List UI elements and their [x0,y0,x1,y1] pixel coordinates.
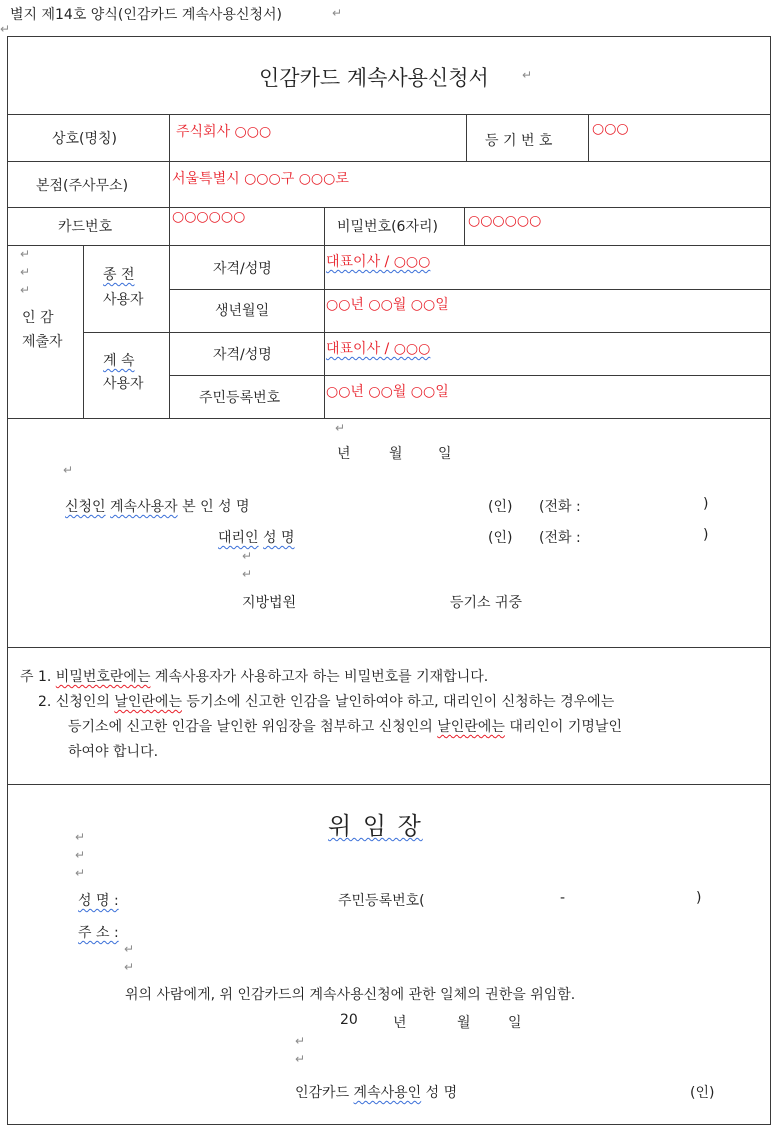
paragraph-mark-icon: ↵ [75,866,86,880]
head-office-label: 본점(주사무소) [36,178,129,194]
prev-qualification-value[interactable]: 대표이사 / ○○○ [326,254,431,270]
delegate-resident-label: 주민등록번호( [338,893,425,909]
delegate-resident-dash: - [560,890,566,906]
paragraph-mark-icon: ↵ [522,68,533,82]
applicant-phone-label: (전화 : [539,499,581,515]
paragraph-mark-icon: ↵ [75,830,86,844]
paragraph-mark-icon: ↵ [20,247,31,261]
date-year: 년 [337,446,351,462]
reg-no-label: 등 기 번 호 [485,133,553,149]
delegate-address-label: 주 소 : [78,925,119,941]
agent-phone-label: (전화 : [539,530,581,546]
registry-name: 등기소 귀중 [450,595,523,611]
delegation-date-century: 20 [340,1012,358,1028]
card-no-label: 카드번호 [58,219,113,235]
prev-birth-label: 생년월일 [215,303,270,319]
agent-row: 대리인 성 명 [218,530,295,546]
paragraph-mark-icon: ↵ [0,22,11,36]
prev-birth-value[interactable]: ○○년 ○○월 ○○일 [326,297,449,313]
paragraph-mark-icon: ↵ [20,265,31,279]
seal-submitter-label: 제출자 [22,334,63,350]
note-2-line-1: 2. 신청인의 날인란에는 등기소에 신고한 인감을 날인하여야 하고, 대리인이 신청하는 경우에는 [38,694,615,710]
continued-user-label: 사용자 [103,376,144,392]
card-no-value[interactable]: ○○○○○○ [172,209,246,225]
delegation-date-day: 일 [508,1015,522,1031]
paragraph-mark-icon: ↵ [63,463,74,477]
delegation-date-year: 년 [393,1015,407,1031]
cont-qualification-label: 자격/성명 [213,347,272,363]
reg-no-value[interactable]: ○○○ [592,121,629,137]
court-name: 지방법원 [242,595,297,611]
prev-qualification-label: 자격/성명 [213,261,272,277]
delegation-statement: 위의 사람에게, 위 인감카드의 계속사용신청에 관한 일체의 권한을 위임함. [125,987,576,1003]
seal-submitter-label: 인 감 [22,310,54,326]
continued-user-label: 계 속 [103,353,135,369]
paragraph-mark-icon: ↵ [242,567,253,581]
paragraph-mark-icon: ↵ [124,960,135,974]
previous-user-label: 종 전 [103,267,135,283]
note-2-line-2: 등기소에 신고한 인감을 날인한 위임장을 첨부하고 신청인의 날인란에는 대리인이 기명날인 [68,719,622,735]
agent-seal: (인) [488,530,513,546]
cont-qualification-value[interactable]: 대표이사 / ○○○ [326,341,431,357]
paragraph-mark-icon: ↵ [295,1034,306,1048]
paragraph-mark-icon: ↵ [242,549,253,563]
paragraph-mark-icon: ↵ [20,283,31,297]
paragraph-mark-icon: ↵ [335,421,346,435]
paragraph-mark-icon: ↵ [332,6,343,20]
delegation-title: 위 임 장 [328,812,423,840]
applicant-row: 신청인 계속사용자 본 인 성 명 [65,499,250,515]
note-1: 주 1. 비밀번호란에는 계속사용자가 사용하고자 하는 비밀번호를 기재합니다. [20,669,489,685]
company-value[interactable]: 주식회사 ○○○ [176,124,272,140]
password-value[interactable]: ○○○○○○ [468,213,542,229]
note-2-line-3: 하여야 합니다. [68,744,159,760]
delegation-signer: 인감카드 계속사용인 성 명 [295,1085,458,1101]
date-month: 월 [389,446,403,462]
delegation-date-month: 월 [457,1015,471,1031]
applicant-phone-close: ) [703,496,709,512]
delegate-resident-close: ) [696,890,702,906]
delegation-seal: (인) [690,1085,715,1101]
previous-user-label: 사용자 [103,292,144,308]
paragraph-mark-icon: ↵ [75,848,86,862]
delegate-name-label: 성 명 : [78,893,119,909]
applicant-seal: (인) [488,499,513,515]
company-label: 상호(명칭) [52,131,118,147]
cont-birth-value[interactable]: ○○년 ○○월 ○○일 [326,384,449,400]
password-label: 비밀번호(6자리) [337,219,438,235]
agent-phone-close: ) [703,527,709,543]
paragraph-mark-icon: ↵ [295,1052,306,1066]
form-label: 별지 제14호 양식(인감카드 계속사용신청서) [10,7,282,23]
date-day: 일 [438,446,452,462]
form-title: 인감카드 계속사용신청서 [259,66,489,90]
head-office-value[interactable]: 서울특별시 ○○○구 ○○○로 [172,171,349,187]
cont-resident-no-label: 주민등록번호 [199,390,281,406]
paragraph-mark-icon: ↵ [124,942,135,956]
